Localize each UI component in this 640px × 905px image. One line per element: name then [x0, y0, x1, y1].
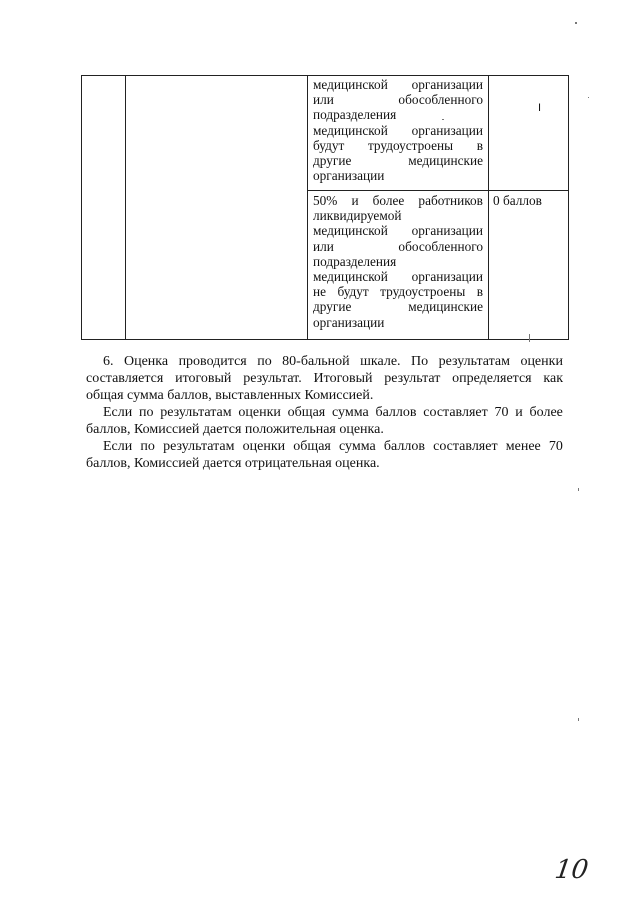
word: По [411, 354, 429, 369]
word: баллов, Комиссией дается положительная оценка. [86, 422, 384, 437]
paragraph-negative-assessment [86, 438, 563, 472]
criteria-table [81, 75, 569, 340]
word: по [257, 354, 272, 369]
word: организации [411, 223, 483, 239]
word: проводится [178, 354, 247, 369]
word: составляет [423, 405, 488, 420]
text-line [313, 223, 483, 238]
text-line [313, 299, 483, 314]
text-line [86, 353, 563, 370]
scan-speck [575, 22, 577, 24]
word: организации [411, 268, 483, 284]
text-line [313, 193, 483, 208]
word: организации [411, 122, 483, 138]
word: 6. [103, 354, 114, 369]
word: баллов, Комиссией дается отрицательная оценка. [86, 456, 380, 471]
word: подразделения [313, 253, 397, 269]
text-line [313, 269, 483, 284]
text-line [313, 138, 483, 153]
text-line [313, 123, 483, 138]
word: баллов [375, 405, 417, 420]
text-line [86, 438, 563, 455]
word: составляет [433, 439, 498, 454]
criterion-cell [313, 77, 483, 183]
scan-speck [442, 119, 444, 120]
word: 70 [494, 405, 509, 420]
word: другие [313, 152, 352, 168]
word: результатам [163, 439, 235, 454]
word: в [476, 137, 483, 153]
word: Если [103, 439, 133, 454]
word: организации [313, 314, 385, 330]
word: или [313, 92, 334, 108]
text-line [313, 208, 483, 223]
word: ликвидируемой [313, 208, 402, 224]
word: будут [313, 137, 345, 153]
word: в [476, 284, 483, 300]
word: более [372, 193, 405, 208]
table-border-top [81, 75, 569, 76]
table-row-divider [307, 190, 569, 191]
word: сумма [332, 405, 369, 420]
text-line [313, 107, 483, 122]
word: медицинской [313, 223, 388, 239]
scan-speck [529, 334, 530, 342]
score-cell: 0 баллов [493, 193, 542, 208]
word: результатам [160, 405, 232, 420]
word: результат. [243, 371, 302, 386]
text-line [86, 421, 563, 438]
text-line [313, 77, 483, 92]
text-line [313, 239, 483, 254]
word: не [313, 284, 327, 300]
text-line [86, 387, 563, 404]
table-border-bottom [81, 339, 569, 340]
word: оценки [520, 354, 563, 369]
scan-speck [588, 97, 589, 98]
word: медицинской [313, 268, 388, 284]
text-line [313, 168, 483, 183]
word: 80-бальной [282, 354, 350, 369]
word: оценки [242, 439, 286, 454]
word: трудоустроены [367, 137, 454, 153]
criterion-cell [313, 193, 483, 330]
word: баллов [383, 439, 425, 454]
word: или [313, 238, 334, 254]
text-line [313, 284, 483, 299]
word: по [140, 439, 155, 454]
score-cell: I [538, 102, 542, 114]
word: будут [337, 284, 369, 300]
word: сумма [339, 439, 376, 454]
word: медицинской [313, 77, 388, 92]
word: Оценка [123, 354, 169, 369]
word: Если [103, 405, 133, 420]
word: оценки [238, 405, 281, 420]
word: медицинские [408, 299, 483, 315]
table-border-left [81, 75, 82, 340]
table-column-divider [488, 75, 489, 340]
text-line [86, 370, 563, 387]
text-line [313, 315, 483, 330]
text-line [313, 254, 483, 269]
text-line [86, 404, 563, 421]
word: и [515, 405, 523, 420]
word: подразделения [313, 107, 397, 123]
word: по [139, 405, 154, 420]
word: 50% [313, 193, 338, 208]
paragraph-positive-assessment [86, 404, 563, 438]
scan-speck [578, 488, 579, 491]
word: Итоговый [313, 371, 373, 386]
page-number: 10 [552, 855, 591, 885]
word: как [543, 371, 563, 386]
word: организации [313, 168, 385, 184]
table-column-divider [307, 75, 308, 340]
word: организации [411, 77, 483, 92]
word: результат [384, 371, 441, 386]
word: другие [313, 299, 352, 315]
word: медицинские [408, 152, 483, 168]
word: составляется [86, 371, 164, 386]
word: общая [293, 439, 331, 454]
word: более [529, 405, 563, 420]
word: итоговый [175, 371, 232, 386]
text-line [313, 153, 483, 168]
word: менее [505, 439, 541, 454]
word: медицинской [313, 122, 388, 138]
word: работников [418, 193, 483, 208]
word: обособленного [398, 92, 483, 108]
word: трудоустроены [380, 284, 466, 300]
text-line [86, 455, 563, 472]
word: определяется [452, 371, 532, 386]
table-column-divider [125, 75, 126, 340]
word: обособленного [398, 238, 483, 254]
word: шкале. [360, 354, 401, 369]
text-line [313, 92, 483, 107]
word: общая сумма баллов, выставленных Комиссией. [86, 388, 374, 403]
paragraph-6 [86, 353, 563, 404]
word: 70 [548, 439, 563, 454]
word: результатам [438, 354, 510, 369]
scan-speck [578, 718, 579, 721]
table-border-right [568, 75, 569, 340]
word: общая [287, 405, 326, 420]
word: и [351, 193, 359, 208]
